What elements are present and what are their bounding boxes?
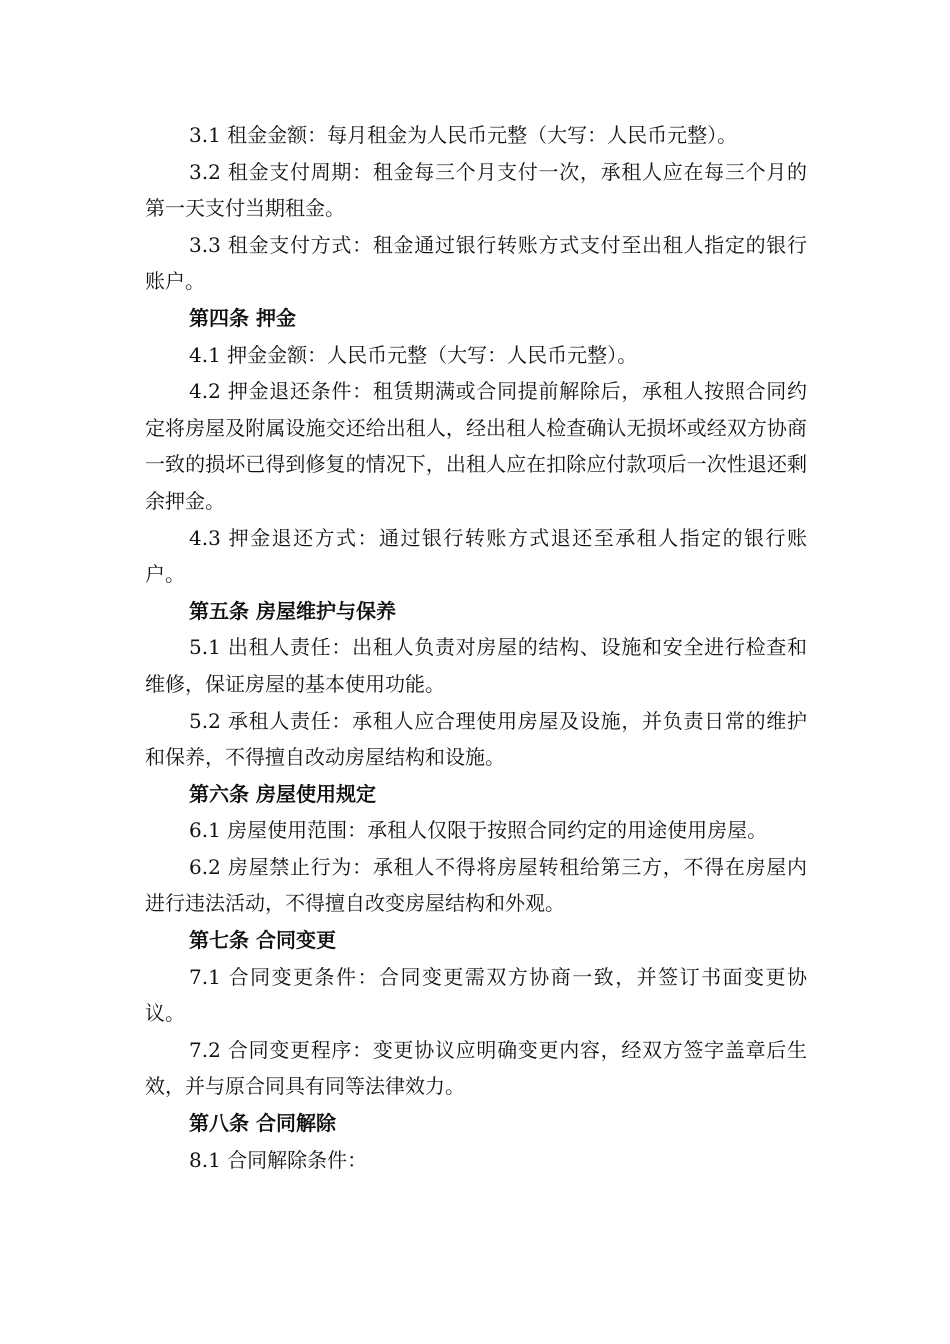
clause-3-2: 3.2 租金支付周期：租金每三个月支付一次，承租人应在每三个月的第一天支付当期租金。: [145, 159, 807, 221]
clause-3-1: 3.1 租金金额：每月租金为人民币元整（大写：人民币元整）。: [189, 123, 738, 147]
clause-6-1: 6.1 房屋使用范围：承租人仅限于按照合同约定的用途使用房屋。: [189, 818, 768, 843]
article-4-heading: 第四条 押金: [189, 305, 296, 330]
clause-5-1: 5.1 出租人责任：出租人负责对房屋的结构、设施和安全进行检查和维修，保证房屋的基本使用功能。: [145, 635, 807, 696]
article-8-heading: 第八条 合同解除: [189, 1111, 336, 1136]
clause-7-1: 7.1 合同变更条件：合同变更需双方协商一致，并签订书面变更协议。: [145, 964, 807, 1026]
clause-3-3: 3.3 租金支付方式：租金通过银行转账方式支付至出租人指定的银行账户。: [145, 232, 807, 294]
article-5-heading: 第五条 房屋维护与保养: [189, 598, 396, 623]
clause-4-1: 4.1 押金金额：人民币元整（大写：人民币元整）。: [189, 342, 638, 367]
document-page: [145, 117, 807, 1178]
clause-5-2: 5.2 承租人责任：承租人应合理使用房屋及设施，并负责日常的维护和保养，不得擅自改动房屋结构和设施。: [145, 708, 807, 770]
clause-8-1: 8.1 合同解除条件：: [189, 1147, 368, 1172]
article-6-heading: 第六条 房屋使用规定: [189, 781, 376, 806]
article-7-heading: 第七条 合同变更: [189, 928, 336, 953]
clause-7-2: 7.2 合同变更程序：变更协议应明确变更内容，经双方签字盖章后生效，并与原合同具有同等法律效力。: [145, 1037, 807, 1099]
clause-6-2: 6.2 房屋禁止行为：承租人不得将房屋转租给第三方，不得在房屋内进行违法活动，不得擅自改变房屋结构和外观。: [145, 854, 807, 916]
clause-4-2: 4.2 押金退还条件：租赁期满或合同提前解除后，承租人按照合同约定将房屋及附属设施交还给出租人，经出租人检查确认无损坏或经双方协商一致的损坏已得到修复的情况下，出租人应在扣除应付款项后一次性退还剩余押金。: [145, 379, 807, 513]
clause-4-3: 4.3 押金退还方式：通过银行转账方式退还至承租人指定的银行账户。: [145, 525, 807, 587]
